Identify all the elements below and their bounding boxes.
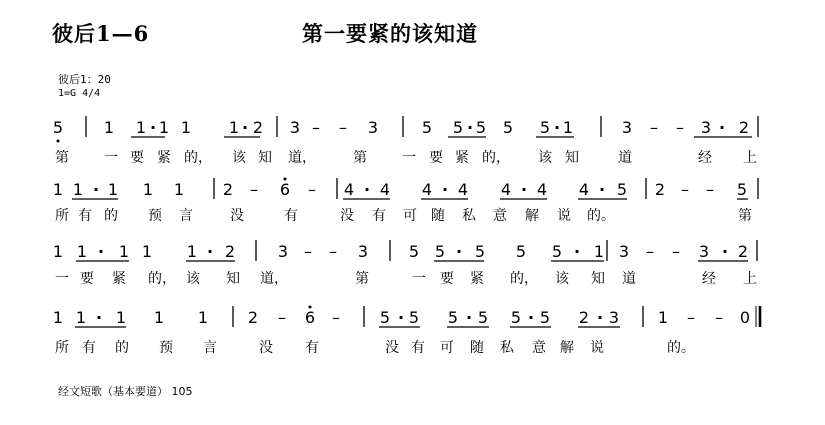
sustain-dash: –: [650, 118, 658, 137]
note: 1: [72, 180, 84, 199]
lyric-syllable: 知: [226, 271, 240, 287]
note: 1: [135, 118, 147, 137]
note: 3: [618, 242, 630, 261]
lyric-syllable: 道: [622, 271, 636, 287]
note: 4: [457, 180, 469, 199]
lyric-syllable: 私: [500, 340, 514, 356]
note: 1: [107, 180, 119, 199]
lyric-syllable: 随: [470, 340, 484, 356]
sustain-dash: –: [278, 308, 286, 327]
sustain-dash: –: [715, 308, 723, 327]
note: 3: [367, 118, 379, 137]
lyric-syllable: 道，: [288, 150, 316, 166]
lyric-syllable: 的，: [510, 271, 538, 287]
lyric-syllable: 一: [104, 150, 118, 166]
lyric-syllable: 有: [82, 340, 96, 356]
lyric-syllable: 紧: [157, 150, 171, 166]
note: 1: [657, 308, 669, 327]
lyric-syllable: 第: [55, 150, 69, 166]
lyric-syllable: 要: [130, 150, 144, 166]
lyric-syllable: 可: [440, 340, 454, 356]
sustain-dash: –: [308, 180, 316, 199]
lyric-syllable: 知: [565, 150, 579, 166]
rhythm-dot: ·: [598, 180, 606, 199]
lyric-syllable: 该: [186, 271, 200, 287]
lyric-syllable: 要: [80, 271, 94, 287]
note: 1: [180, 118, 192, 137]
lyric-syllable: 经: [702, 271, 716, 287]
note: 3: [277, 242, 289, 261]
rhythm-dot: ·: [149, 118, 157, 137]
rhythm-dot: ·: [573, 242, 581, 261]
rhythm-dot: ·: [721, 242, 729, 261]
sustain-dash: –: [250, 180, 258, 199]
lyric-syllable: 没: [259, 340, 273, 356]
note: 5: [477, 308, 489, 327]
note: 1: [228, 118, 240, 137]
rhythm-dot: ·: [92, 180, 100, 199]
sustain-dash: –: [681, 180, 689, 199]
lyric-syllable: 的，: [148, 271, 176, 287]
lyric-syllable: 紧: [470, 271, 484, 287]
note: 4: [343, 180, 355, 199]
rhythm-dot: ·: [527, 308, 535, 327]
sustain-dash: –: [304, 242, 312, 261]
lyric-syllable: 第: [355, 271, 369, 287]
note: 5: [452, 118, 464, 137]
note: 4: [421, 180, 433, 199]
note: 5: [539, 118, 551, 137]
note: 2: [654, 180, 666, 199]
lyric-syllable: 道，: [260, 271, 288, 287]
lyric-syllable: 所: [55, 208, 69, 224]
lyric-syllable: 的。: [667, 340, 695, 356]
rhythm-dot: ·: [596, 308, 604, 327]
lower-octave-dot: [57, 140, 60, 143]
sustain-dash: –: [687, 308, 695, 327]
rhythm-dot: ·: [466, 118, 474, 137]
lyric-syllable: 有: [305, 340, 319, 356]
lyric-syllable: 经: [698, 150, 712, 166]
note: 2: [247, 308, 259, 327]
note: 2: [252, 118, 264, 137]
note: 4: [578, 180, 590, 199]
lyric-syllable: 可: [403, 208, 417, 224]
note: 5: [474, 242, 486, 261]
lyric-syllable: 解: [525, 208, 539, 224]
lyric-syllable: 所: [55, 340, 69, 356]
sustain-dash: –: [676, 118, 684, 137]
lyric-syllable: 私: [462, 208, 476, 224]
sustain-dash: –: [672, 242, 680, 261]
lyric-syllable: 言: [203, 340, 217, 356]
rhythm-dot: ·: [241, 118, 249, 137]
lyric-syllable: 第: [353, 150, 367, 166]
lyric-syllable: 说: [557, 208, 571, 224]
sustain-dash: –: [329, 242, 337, 261]
note: 2: [224, 242, 236, 261]
lyric-syllable: 一: [412, 271, 426, 287]
note: 1: [158, 118, 170, 137]
lyric-syllable: 说: [590, 340, 604, 356]
rhythm-dot: ·: [363, 180, 371, 199]
lyric-syllable: 预: [148, 208, 162, 224]
lyric-syllable: 没: [385, 340, 399, 356]
lyric-syllable: 言: [179, 208, 193, 224]
note: 5: [52, 118, 64, 137]
sustain-dash: –: [339, 118, 347, 137]
rhythm-dot: ·: [397, 308, 405, 327]
lyric-syllable: 要: [440, 271, 454, 287]
sustain-dash: –: [706, 180, 714, 199]
note: 5: [447, 308, 459, 327]
note: 3: [608, 308, 620, 327]
note: 0: [739, 308, 751, 327]
note: 3: [289, 118, 301, 137]
note: 5: [421, 118, 433, 137]
lyric-syllable: 该: [538, 150, 552, 166]
note: 5: [551, 242, 563, 261]
lyric-syllable: 该: [232, 150, 246, 166]
sustain-dash: –: [332, 308, 340, 327]
lyric-syllable: 意: [493, 208, 507, 224]
note: 1: [593, 242, 605, 261]
note: 1: [153, 308, 165, 327]
lyric-syllable: 第: [738, 208, 752, 224]
key-signature: 1=G 4/4: [58, 88, 101, 99]
lyric-syllable: 的: [104, 208, 118, 224]
lyric-syllable: 有: [78, 208, 92, 224]
note: 5: [515, 242, 527, 261]
lyric-syllable: 上: [743, 271, 757, 287]
note: 3: [621, 118, 633, 137]
note: 4: [536, 180, 548, 199]
upper-octave-dot: [309, 306, 312, 309]
note: 5: [408, 242, 420, 261]
note: 6: [304, 308, 316, 327]
note: 1: [562, 118, 574, 137]
lyric-syllable: 随: [431, 208, 445, 224]
note: 5: [539, 308, 551, 327]
lyric-syllable: 的，: [184, 150, 212, 166]
sustain-dash: –: [312, 118, 320, 137]
note: 5: [736, 180, 748, 199]
note: 1: [118, 242, 130, 261]
note: 1: [142, 180, 154, 199]
rhythm-dot: ·: [441, 180, 449, 199]
note: 3: [357, 242, 369, 261]
sustain-dash: –: [646, 242, 654, 261]
upper-octave-dot: [284, 178, 287, 181]
scripture-reference: 彼后1—6: [52, 21, 150, 46]
note: 2: [578, 308, 590, 327]
note: 2: [222, 180, 234, 199]
note: 3: [700, 118, 712, 137]
note: 1: [75, 308, 87, 327]
lyric-syllable: 没: [340, 208, 354, 224]
lyric-syllable: 道: [618, 150, 632, 166]
note: 5: [434, 242, 446, 261]
lyric-syllable: 知: [258, 150, 272, 166]
lyric-syllable: 意: [532, 340, 546, 356]
note: 2: [738, 118, 750, 137]
lyric-syllable: 的: [115, 340, 129, 356]
note: 1: [186, 242, 198, 261]
lyric-syllable: 有: [284, 208, 298, 224]
note: 1: [103, 118, 115, 137]
rhythm-dot: ·: [553, 118, 561, 137]
note: 4: [379, 180, 391, 199]
note: 1: [173, 180, 185, 199]
note: 5: [616, 180, 628, 199]
note: 4: [500, 180, 512, 199]
rhythm-dot: ·: [718, 118, 726, 137]
verse-reference: 彼后1：20: [58, 73, 111, 86]
note: 1: [52, 242, 64, 261]
lyric-syllable: 预: [159, 340, 173, 356]
lyric-syllable: 上: [743, 150, 757, 166]
note: 3: [698, 242, 710, 261]
note: 1: [76, 242, 88, 261]
note: 1: [52, 180, 64, 199]
note: 1: [115, 308, 127, 327]
note: 5: [408, 308, 420, 327]
lyric-syllable: 没: [230, 208, 244, 224]
lyric-syllable: 该: [555, 271, 569, 287]
lyric-syllable: 要: [429, 150, 443, 166]
lyric-syllable: 有: [372, 208, 386, 224]
lyric-syllable: 知: [591, 271, 605, 287]
song-title: 第一要紧的该知道: [302, 21, 478, 46]
rhythm-dot: ·: [206, 242, 214, 261]
note: 1: [141, 242, 153, 261]
note: 5: [510, 308, 522, 327]
lyric-syllable: 一: [402, 150, 416, 166]
source-caption: 经文短歌（基本要道） 105: [58, 385, 193, 398]
lyric-syllable: 解: [560, 340, 574, 356]
rhythm-dot: ·: [97, 242, 105, 261]
note: 5: [379, 308, 391, 327]
lyric-syllable: 一: [55, 271, 69, 287]
lyric-syllable: 有: [411, 340, 425, 356]
note: 5: [502, 118, 514, 137]
lyric-syllable: 紧: [455, 150, 469, 166]
lyric-syllable: 的。: [587, 208, 615, 224]
note: 1: [52, 308, 64, 327]
rhythm-dot: ·: [95, 308, 103, 327]
lyric-syllable: 的，: [482, 150, 510, 166]
note: 6: [279, 180, 291, 199]
note: 5: [475, 118, 487, 137]
note: 1: [197, 308, 209, 327]
rhythm-dot: ·: [520, 180, 528, 199]
lyric-syllable: 紧: [112, 271, 126, 287]
rhythm-dot: ·: [455, 242, 463, 261]
note: 2: [737, 242, 749, 261]
rhythm-dot: ·: [465, 308, 473, 327]
